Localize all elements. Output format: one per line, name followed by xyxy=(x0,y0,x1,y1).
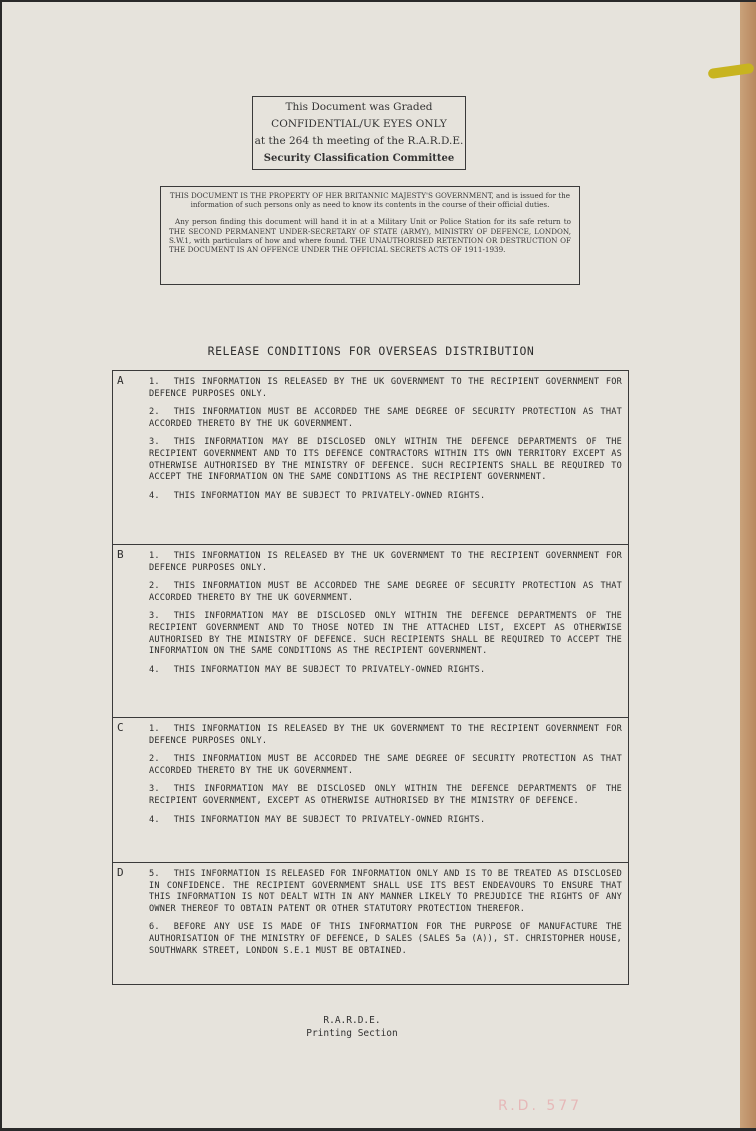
condition-item: 2. THIS INFORMATION MUST BE ACCORDED THE SAME DEGREE OF SECURITY PROTECTION AS THAT ACCORDED THERETO BY THE UK GOVERNMENT. xyxy=(149,581,622,603)
condition-item: 5. THIS INFORMATION IS RELEASED FOR INFORMATION ONLY AND IS TO BE TREATED AS DISCLOSED IN CONFIDENCE. THE RECIPIENT GOVERNMENT SHALL USE ITS BEST ENDEAVOURS TO ENSURE THAT THIS INFORMATION IS NOT DEALT WITH IN ANY MANNER LIKELY TO PREJUDICE THE RIGHTS OF ANY OWNER THEREOF TO OBTAIN PATENT OR OTHER STATUTORY PROTECTION THEREFOR. xyxy=(149,869,622,914)
condition-item: 4. THIS INFORMATION MAY BE SUBJECT TO PRIVATELY-OWNED RIGHTS. xyxy=(149,490,486,501)
binder-spine xyxy=(740,2,756,1128)
grading-line-1: This Document was Graded xyxy=(285,101,433,113)
section-letter: C xyxy=(117,721,124,734)
footer-line-2: Printing Section xyxy=(306,1028,398,1039)
printing-footer xyxy=(2,1014,702,1040)
condition-item: 1. THIS INFORMATION IS RELEASED BY THE UK GOVERNMENT TO THE RECIPIENT GOVERNMENT FOR DEFENCE PURPOSES ONLY. xyxy=(149,377,622,399)
section-a xyxy=(113,371,628,544)
section-letter: B xyxy=(117,548,124,561)
section-c xyxy=(113,717,628,862)
release-conditions-table xyxy=(112,370,629,985)
grading-box xyxy=(252,96,466,170)
condition-item: 4. THIS INFORMATION MAY BE SUBJECT TO PRIVATELY-OWNED RIGHTS. xyxy=(149,814,486,825)
grading-line-3: at the 264 th meeting of the R.A.R.D.E. xyxy=(254,135,464,147)
condition-item: 6. BEFORE ANY USE IS MADE OF THIS INFORMATION FOR THE PURPOSE OF MANUFACTURE THE AUTHORISATION OF THE MINISTRY OF DEFENCE, D SALES (SALES 5a (A)), ST. CHRISTOPHER HOUSE, SOUTHWARK STREET, LONDON S.E.1 MUST BE OBTAINED. xyxy=(149,922,622,956)
section-d xyxy=(113,862,628,983)
document-page xyxy=(2,2,742,1128)
section-letter: A xyxy=(117,374,124,387)
condition-item: 1. THIS INFORMATION IS RELEASED BY THE UK GOVERNMENT TO THE RECIPIENT GOVERNMENT FOR DEFENCE PURPOSES ONLY. xyxy=(149,724,622,746)
section-letter: D xyxy=(117,866,124,879)
grading-line-4: Security Classification Committee xyxy=(263,153,455,164)
property-notice-box xyxy=(160,186,580,285)
section-b xyxy=(113,544,628,717)
release-conditions-title: RELEASE CONDITIONS FOR OVERSEAS DISTRIBUTION xyxy=(207,344,535,358)
condition-item: 4. THIS INFORMATION MAY BE SUBJECT TO PRIVATELY-OWNED RIGHTS. xyxy=(149,664,486,675)
condition-item: 1. THIS INFORMATION IS RELEASED BY THE UK GOVERNMENT TO THE RECIPIENT GOVERNMENT FOR DEFENCE PURPOSES ONLY. xyxy=(149,551,622,573)
grading-line-2: CONFIDENTIAL/UK EYES ONLY xyxy=(271,118,447,130)
condition-item: 3. THIS INFORMATION MAY BE DISCLOSED ONLY WITHIN THE DEFENCE DEPARTMENTS OF THE RECIPIENT GOVERNMENT AND TO THOSE NOTED IN THE ATTACHED LIST, EXCEPT AS OTHERWISE AUTHORISED BY THE MINISTRY OF DEFENCE. SUCH RECIPIENTS SHALL BE REQUIRED TO ACCEPT THE INFORMATION ON THE SAME CONDITIONS AS THE RECIPIENT GOVERNMENT. xyxy=(149,611,622,657)
property-notice-paragraph-1: THIS DOCUMENT IS THE PROPERTY OF HER BRITANNIC MAJESTY'S GOVERNMENT, and is issued for the information of such persons only as need to know its contents in the course of their official duties. xyxy=(169,191,571,210)
faint-stamp: R.D. 577 xyxy=(498,1098,583,1114)
condition-item: 3. THIS INFORMATION MAY BE DISCLOSED ONLY WITHIN THE DEFENCE DEPARTMENTS OF THE RECIPIENT GOVERNMENT, EXCEPT AS OTHERWISE AUTHORISED BY THE MINISTRY OF DEFENCE. xyxy=(149,784,622,806)
footer-line-1: R.A.R.D.E. xyxy=(323,1015,381,1026)
property-notice-paragraph-2: Any person finding this document will hand it in at a Military Unit or Police Station for its safe return to THE SECOND PERMANENT UNDER-SECRETARY OF STATE (ARMY), MINISTRY OF DEFENCE, LONDON, S.W.1, with particulars of how and where found. THE UNAUTHORISED RETENTION OR DESTRUCTION OF THE DOCUMENT IS AN OFFENCE UNDER THE OFFICIAL SECRETS ACTS OF 1911-1939. xyxy=(169,217,571,255)
condition-item: 2. THIS INFORMATION MUST BE ACCORDED THE SAME DEGREE OF SECURITY PROTECTION AS THAT ACCORDED THERETO BY THE UK GOVERNMENT. xyxy=(149,407,622,429)
condition-item: 2. THIS INFORMATION MUST BE ACCORDED THE SAME DEGREE OF SECURITY PROTECTION AS THAT ACCORDED THERETO BY THE UK GOVERNMENT. xyxy=(149,754,622,776)
condition-item: 3. THIS INFORMATION MAY BE DISCLOSED ONLY WITHIN THE DEFENCE DEPARTMENTS OF THE RECIPIENT GOVERNMENT AND TO ITS DEFENCE CONTRACTORS WITHIN ITS OWN TERRITORY EXCEPT AS OTHERWISE AUTHORISED BY THE MINISTRY OF DEFENCE. SUCH RECIPIENTS SHALL BE REQUIRED TO ACCEPT THE INFORMATION ON THE SAME CONDITIONS AS THE RECIPIENT GOVERNMENT. xyxy=(149,437,622,483)
